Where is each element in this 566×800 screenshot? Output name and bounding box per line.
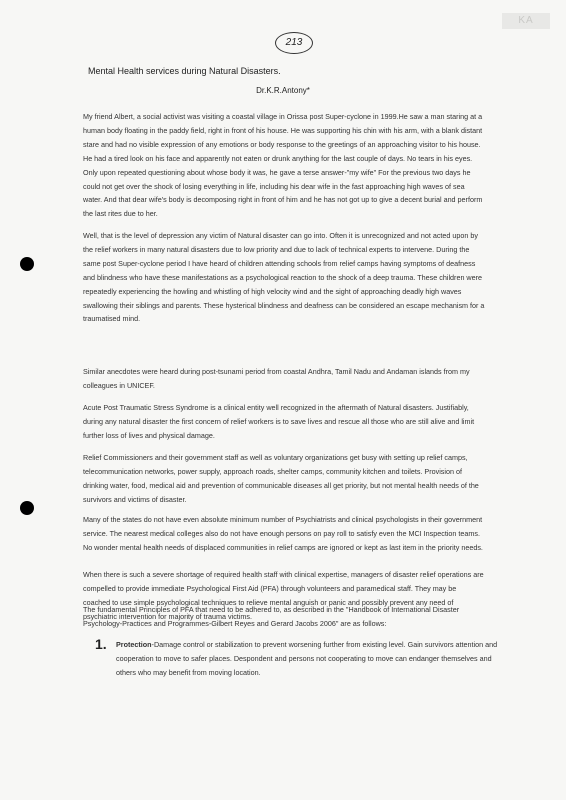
paragraph-2: Well, that is the level of depression any victim of Natural disaster can go into. Often it is unrecognized and not acted upon by the relief workers in many natural disasters due to low priority and due to lack of technical experts to intervene. During the same post Super-cyclone period I have heard of children attending schools from relief camps having symptoms of deafness and blindness who have these manifestations as a psychological reaction to the shock of a deep trauma. These children were repeatedly experiencing the howling and whistling of high velocity wind and the sight of approaching deadly high waves swallowing their siblings and parents. These hysterical blindness and deafness can be considered an escape mechanism for a traumatised mind. — [83, 231, 485, 324]
paragraph-8: The fundamental Principles of PFA that need to be adhered to, as described in the "Handbook of International Disaster Psychology-Practices and Programmes-Gilbert Reyes and Gerard Jacobs 2006" are as follows: — [83, 605, 460, 628]
paragraph-3: Similar anecdotes were heard during post-tsunami period from coastal Andhra, Tamil Nadu and Andaman islands from my colleagues in UNICEF. — [83, 367, 470, 390]
paragraph-1: My friend Albert, a social activist was visiting a coastal village in Orissa post Super-cyclone in 1999.He saw a man staring at a human body floating in the paddy field, right in front of his house. He was supporting his chin with his arm, with a blank distant stare and had no visible expression of any emotions or body response to the greetings of an approaching visitor to his house. He had a tired look on his face and apparently not eaten or drunk anything for the last couple of days. No tears in his eyes. Only upon repeated questioning about whose body it was, he gave a terse answer-"my wife" For the previous two days he could not get over the shock of losing everything in life, including his dear wife in the fast approaching high waves of sea water. And that dear wife's body is decomposing right in front of him and he has not got up to give a decent burial and perform the last rites due to her. — [83, 112, 483, 219]
document-author: Dr.K.R.Antony* — [256, 86, 310, 95]
page-number: 213 — [275, 32, 313, 54]
list-item-number: 1. — [95, 636, 107, 652]
paragraph-5: Relief Commissioners and their government staff as well as voluntary organizations get busy with setting up relief camps, telecommunication networks, power supply, approach roads, shelter camps, community kitchen and toilets. Provision of drinking water, food, medical aid and prevention of communicable diseases all get priority, but not mental health needs of the survivors and victims of disaster. — [83, 453, 479, 504]
list-item-body: -Damage control or stabilization to prevent worsening further from existing level. Gain survivors attention and cooperation to move to safer places. Despondent and persons not cooperating to move can endanger themselves and others who may benefit from moving location. — [116, 640, 498, 677]
document-stamp: KA — [502, 13, 550, 29]
paragraph-7: When there is such a severe shortage of required health staff with clinical expertise, managers of disaster relief operations are compelled to provide immediate Psychological First Aid (PFA) through volunteers and paramedical staff. They may be coached to use simple psychological techniques to relieve mental anguish or panic and possibly prevent any need of psychiatric intervention for majority of trauma victims. — [83, 570, 484, 621]
list-item-text — [116, 638, 508, 680]
punch-hole-top — [20, 257, 34, 271]
paragraph-6: Many of the states do not have even absolute minimum number of Psychiatrists and clinical psychologists in their government service. The nearest medical colleges also do not have enough persons on pay roll to satisfy even the MCI Inspection teams. No wonder mental health needs of displaced communities in relief camps are ignored or kept as last item in the priority needs. — [83, 515, 483, 552]
list-item-lead: Protection — [116, 640, 152, 649]
paragraph-4: Acute Post Traumatic Stress Syndrome is a clinical entity well recognized in the aftermath of Natural disasters. Justifiably, during any natural disaster the first concern of relief workers is to save lives and rescue all those who are still alive and limit further loss of lives and physical damage. — [83, 403, 475, 440]
document-title: Mental Health services during Natural Disasters. — [88, 66, 281, 76]
punch-hole-bottom — [20, 501, 34, 515]
